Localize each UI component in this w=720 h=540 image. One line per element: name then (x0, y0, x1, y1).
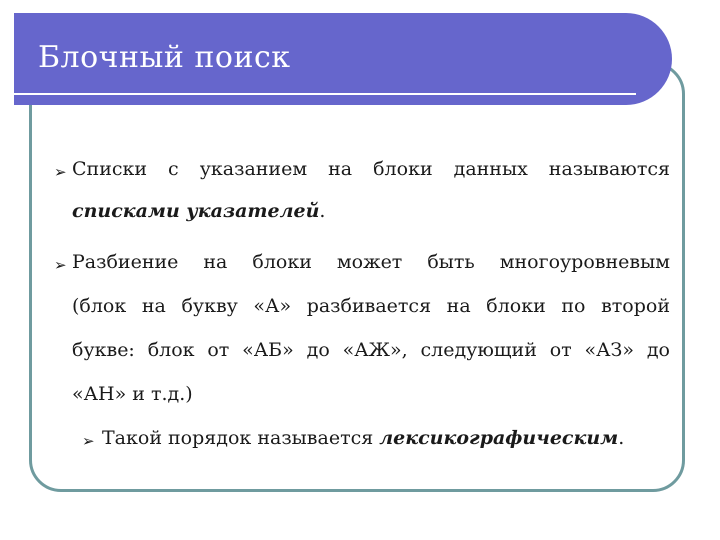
sub-bullet-arrow-icon: ➢ (82, 432, 95, 450)
bullet-2-line-2: (блок на букву «А» разбивается на блоки по второй (72, 295, 670, 317)
sub-bullet-emphasis: лексикографическим (379, 427, 619, 449)
bullet-2-line-3: букве: блок от «АБ» до «АЖ», следующий от «АЗ» до (72, 339, 670, 361)
bullet-2-line-1: Разбиение на блоки может быть многоуровневым (72, 251, 670, 273)
sub-bullet-line (102, 427, 624, 449)
bullet-1-suffix: . (319, 200, 326, 222)
bullet-1-emphasis: списками указателей (72, 200, 320, 222)
bullet-2-line-4: «АН» и т.д.) (72, 383, 193, 405)
sub-bullet-prefix: Такой порядок называется (102, 427, 380, 449)
slide-title: Блочный поиск (38, 40, 291, 75)
bullet-1-line-2 (72, 200, 325, 222)
bullet-1-line-1: Списки с указанием на блоки данных называются (72, 158, 670, 180)
bullet-arrow-icon: ➢ (54, 163, 67, 181)
sub-bullet-suffix: . (618, 427, 625, 449)
bullet-arrow-icon: ➢ (54, 256, 67, 274)
